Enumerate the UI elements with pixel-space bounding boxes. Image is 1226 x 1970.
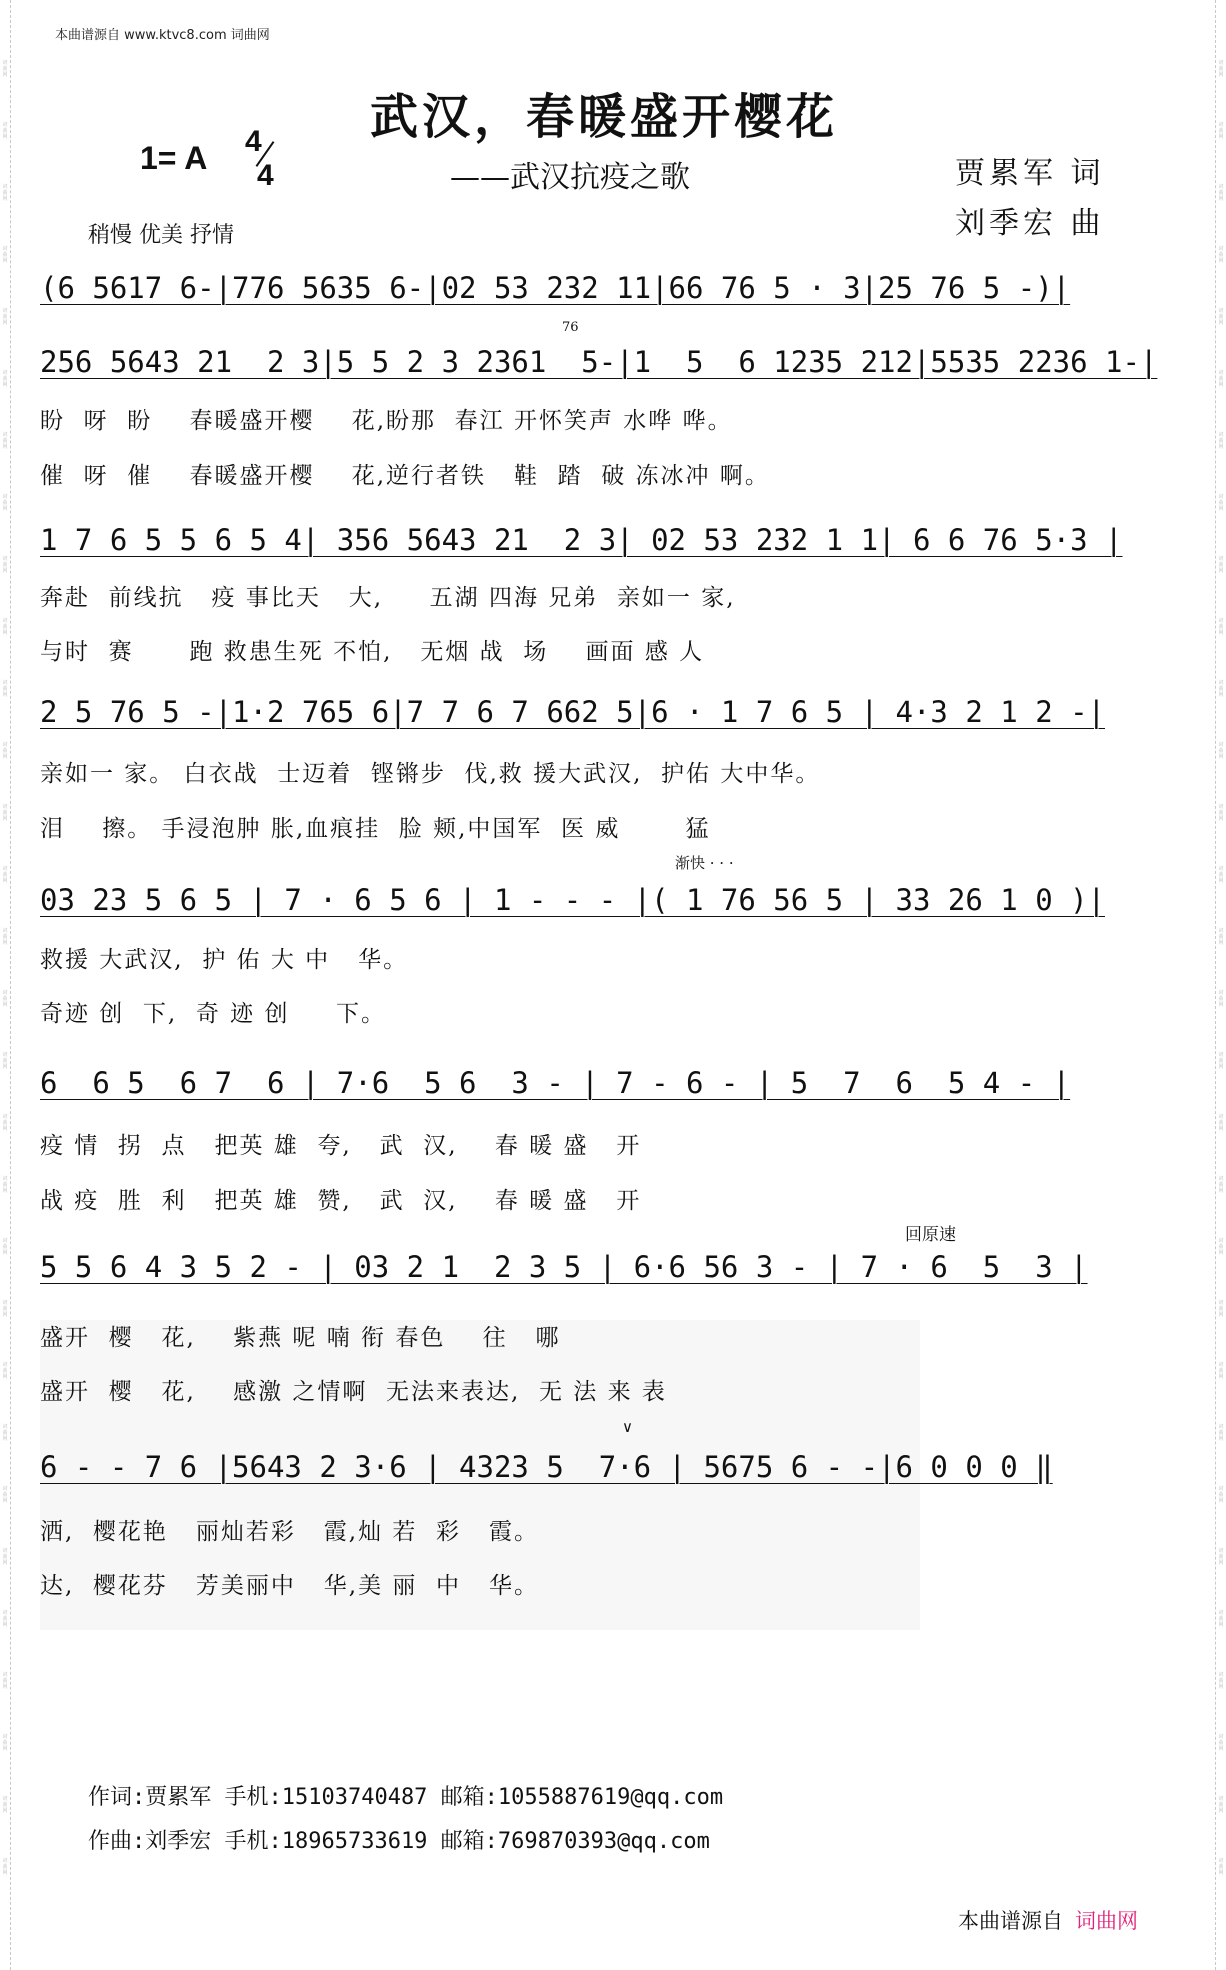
margin-watermark: 词曲网 <box>1218 122 1224 140</box>
margin-watermark: 词曲网 <box>2 1734 8 1752</box>
lyric-line: 救援 大武汉, 护 佑 大 中 华。 <box>40 947 409 973</box>
site-name[interactable]: 词曲网 <box>1075 1909 1138 1933</box>
margin-watermark: 词曲网 <box>2 184 8 202</box>
lyric-line: 与时 赛 跑 救患生死 不怕, 无烟 战 场 画面 感 人 <box>40 639 705 665</box>
margin-watermark: 词曲网 <box>1218 494 1224 512</box>
margin-watermark: 词曲网 <box>2 1238 8 1256</box>
margin-watermark: 词曲网 <box>2 742 8 760</box>
margin-watermark: 词曲网 <box>2 60 8 78</box>
margin-watermark: 词曲网 <box>1218 1424 1224 1442</box>
time-signature <box>245 125 274 193</box>
margin-watermark: 词曲网 <box>1218 1114 1224 1132</box>
margin-watermark: 词曲网 <box>2 1300 8 1318</box>
margin-watermark: 词曲网 <box>2 308 8 326</box>
margin-watermark: 词曲网 <box>2 1114 8 1132</box>
margin-watermark: 词曲网 <box>1218 680 1224 698</box>
margin-watermark: 词曲网 <box>1218 618 1224 636</box>
notation-line: 03 23 5 6 5 | 7 · 6 5 6 | 1 - - - |( 1 76 56 5 | 33 26 1 0 )| <box>40 883 1106 917</box>
time-denominator: 4 <box>257 159 274 192</box>
lyric-line: 奇迹 创 下, 奇 迹 创 下。 <box>40 1001 387 1027</box>
margin-watermark: 词曲网 <box>1218 1052 1224 1070</box>
lyric-line: 盛开 樱 花, 感激 之情啊 无法来表达, 无 法 来 表 <box>40 1379 667 1405</box>
notation-line: 2 5 76 5 -|1·2 765 6|7 7 6 7 662 5|6 · 1 7 6 5 | 4·3 2 1 2 -| <box>40 695 1106 729</box>
margin-watermark: 词曲网 <box>2 432 8 450</box>
margin-watermark: 词曲网 <box>1218 556 1224 574</box>
margin-watermark: 词曲网 <box>1218 1548 1224 1566</box>
margin-watermark: 词曲网 <box>1218 432 1224 450</box>
source-note: 本曲谱源自 www.ktvc8.com 词曲网 <box>55 28 270 43</box>
margin-watermark: 词曲网 <box>2 928 8 946</box>
margin-watermark: 词曲网 <box>1218 1796 1224 1814</box>
margin-watermark: 词曲网 <box>2 1052 8 1070</box>
lyric-line: 战 疫 胜 利 把英 雄 赞, 武 汉, 春 暖 盛 开 <box>40 1188 642 1214</box>
margin-watermark: 词曲网 <box>1218 1238 1224 1256</box>
margin-watermark: 词曲网 <box>1218 928 1224 946</box>
margin-watermark: 词曲网 <box>1218 804 1224 822</box>
margin-watermark: 词曲网 <box>2 1176 8 1194</box>
breath-mark: ∨ <box>622 1418 633 1436</box>
margin-watermark: 词曲网 <box>2 246 8 264</box>
margin-watermark: 词曲网 <box>1218 1300 1224 1318</box>
margin-watermark: 词曲网 <box>1218 246 1224 264</box>
margin-watermark: 词曲网 <box>2 618 8 636</box>
composer-credit: 刘季宏 曲 <box>955 206 1105 241</box>
margin-watermark: 词曲网 <box>1218 370 1224 388</box>
composer-contact: 作曲:刘季宏 手机:18965733619 邮箱:769870393@qq.com <box>88 1829 710 1854</box>
margin-watermark: 词曲网 <box>2 680 8 698</box>
tempo-marking: 稍慢 优美 抒情 <box>88 223 234 248</box>
song-subtitle: ——武汉抗疫之歌 <box>450 160 690 195</box>
margin-watermark: 词曲网 <box>1218 1486 1224 1504</box>
lyric-line: 亲如一 家。 白衣战 士迈着 铿锵步 伐,救 援大武汉, 护佑 大中华。 <box>40 761 821 787</box>
notation-line: (6 5617 6-|776 5635 6-|02 53 232 11|66 76 5 · 3|25 76 5 -)| <box>40 271 1071 305</box>
margin-watermark: 词曲网 <box>1218 184 1224 202</box>
a-tempo-mark: 回原速 <box>905 1225 956 1245</box>
time-numerator: 4 <box>245 125 262 158</box>
notation-line: 6 - - 7 6 |5643 2 3·6 | 4323 5 7·6 | 5675 6 - -|6 0 0 0 ‖ <box>40 1450 1053 1484</box>
source-credit <box>958 1905 1138 1935</box>
margin-watermark: 词曲网 <box>1218 1858 1224 1876</box>
notation-line: 1 7 6 5 5 6 5 4| 356 5643 21 2 3| 02 53 232 1 1| 6 6 76 5·3 | <box>40 523 1123 557</box>
song-title: 武汉，春暖盛开樱花 <box>370 89 839 145</box>
margin-watermark: 词曲网 <box>2 1362 8 1380</box>
lyric-line: 洒, 樱花艳 丽灿若彩 霞,灿 若 彩 霞。 <box>40 1519 539 1545</box>
margin-watermark: 词曲网 <box>1218 1610 1224 1628</box>
margin-watermark: 词曲网 <box>2 866 8 884</box>
margin-watermark: 词曲网 <box>2 804 8 822</box>
margin-watermark: 词曲网 <box>1218 308 1224 326</box>
margin-watermark: 词曲网 <box>1218 1362 1224 1380</box>
source-credit-text: 本曲谱源自 <box>958 1909 1063 1933</box>
margin-watermark: 词曲网 <box>1218 1672 1224 1690</box>
margin-watermark: 词曲网 <box>2 990 8 1008</box>
margin-watermark: 词曲网 <box>2 494 8 512</box>
margin-watermark: 词曲网 <box>2 1424 8 1442</box>
key-signature: 1= A <box>140 140 208 176</box>
margin-watermark: 词曲网 <box>2 1610 8 1628</box>
notation-line: 5 5 6 4 3 5 2 - | 03 2 1 2 3 5 | 6·6 56 3 - | 7 · 6 5 3 | <box>40 1250 1088 1284</box>
margin-watermark: 词曲网 <box>1218 60 1224 78</box>
notation-line: 6 6 5 6 7 6 | 7·6 5 6 3 - | 7 - 6 - | 5 7 6 5 4 - | <box>40 1066 1071 1100</box>
lyricist-contact: 作词:贾累军 手机:15103740487 邮箱:1055887619@qq.com <box>88 1785 724 1810</box>
lyric-line: 奔赴 前线抗 疫 事比天 大, 五湖 四海 兄弟 亲如一 家, <box>40 585 736 611</box>
margin-watermark: 词曲网 <box>1218 1176 1224 1194</box>
margin-watermark: 词曲网 <box>2 370 8 388</box>
margin-watermark: 词曲网 <box>1218 990 1224 1008</box>
lyricist-credit: 贾累军 词 <box>955 156 1105 191</box>
lyric-line: 盼 呀 盼 春暖盛开樱 花,盼那 春江 开怀笑声 水哗 哗。 <box>40 408 733 434</box>
lyric-line: 达, 樱花芬 芳美丽中 华,美 丽 中 华。 <box>40 1573 539 1599</box>
margin-watermark: 词曲网 <box>1218 1734 1224 1752</box>
margin-watermark: 词曲网 <box>2 1548 8 1566</box>
margin-watermark: 词曲网 <box>2 1486 8 1504</box>
grace-notes: 76 <box>562 320 579 335</box>
notation-line: 256 5643 21 2 3|5 5 2 3 2361 5-|1 5 6 1235 212|5535 2236 1-| <box>40 345 1158 379</box>
lyric-line: 疫 情 拐 点 把英 雄 夸, 武 汉, 春 暖 盛 开 <box>40 1133 642 1159</box>
margin-watermark: 词曲网 <box>2 556 8 574</box>
margin-watermark: 词曲网 <box>1218 866 1224 884</box>
margin-watermark: 词曲网 <box>2 122 8 140</box>
lyric-line: 泪 擦。 手浸泡肿 胀,血痕挂 脸 颊,中国军 医 威 猛 <box>40 816 711 842</box>
margin-watermark: 词曲网 <box>2 1858 8 1876</box>
accelerando-mark: 渐快 · · · <box>675 854 734 872</box>
lyric-line: 催 呀 催 春暖盛开樱 花,逆行者铁 鞋 踏 破 冻冰冲 啊。 <box>40 463 770 489</box>
margin-watermark: 词曲网 <box>1218 742 1224 760</box>
margin-watermark: 词曲网 <box>2 1672 8 1690</box>
margin-watermark: 词曲网 <box>2 1796 8 1814</box>
lyric-line: 盛开 樱 花, 紫燕 呢 喃 衔 春色 往 哪 <box>40 1325 561 1351</box>
